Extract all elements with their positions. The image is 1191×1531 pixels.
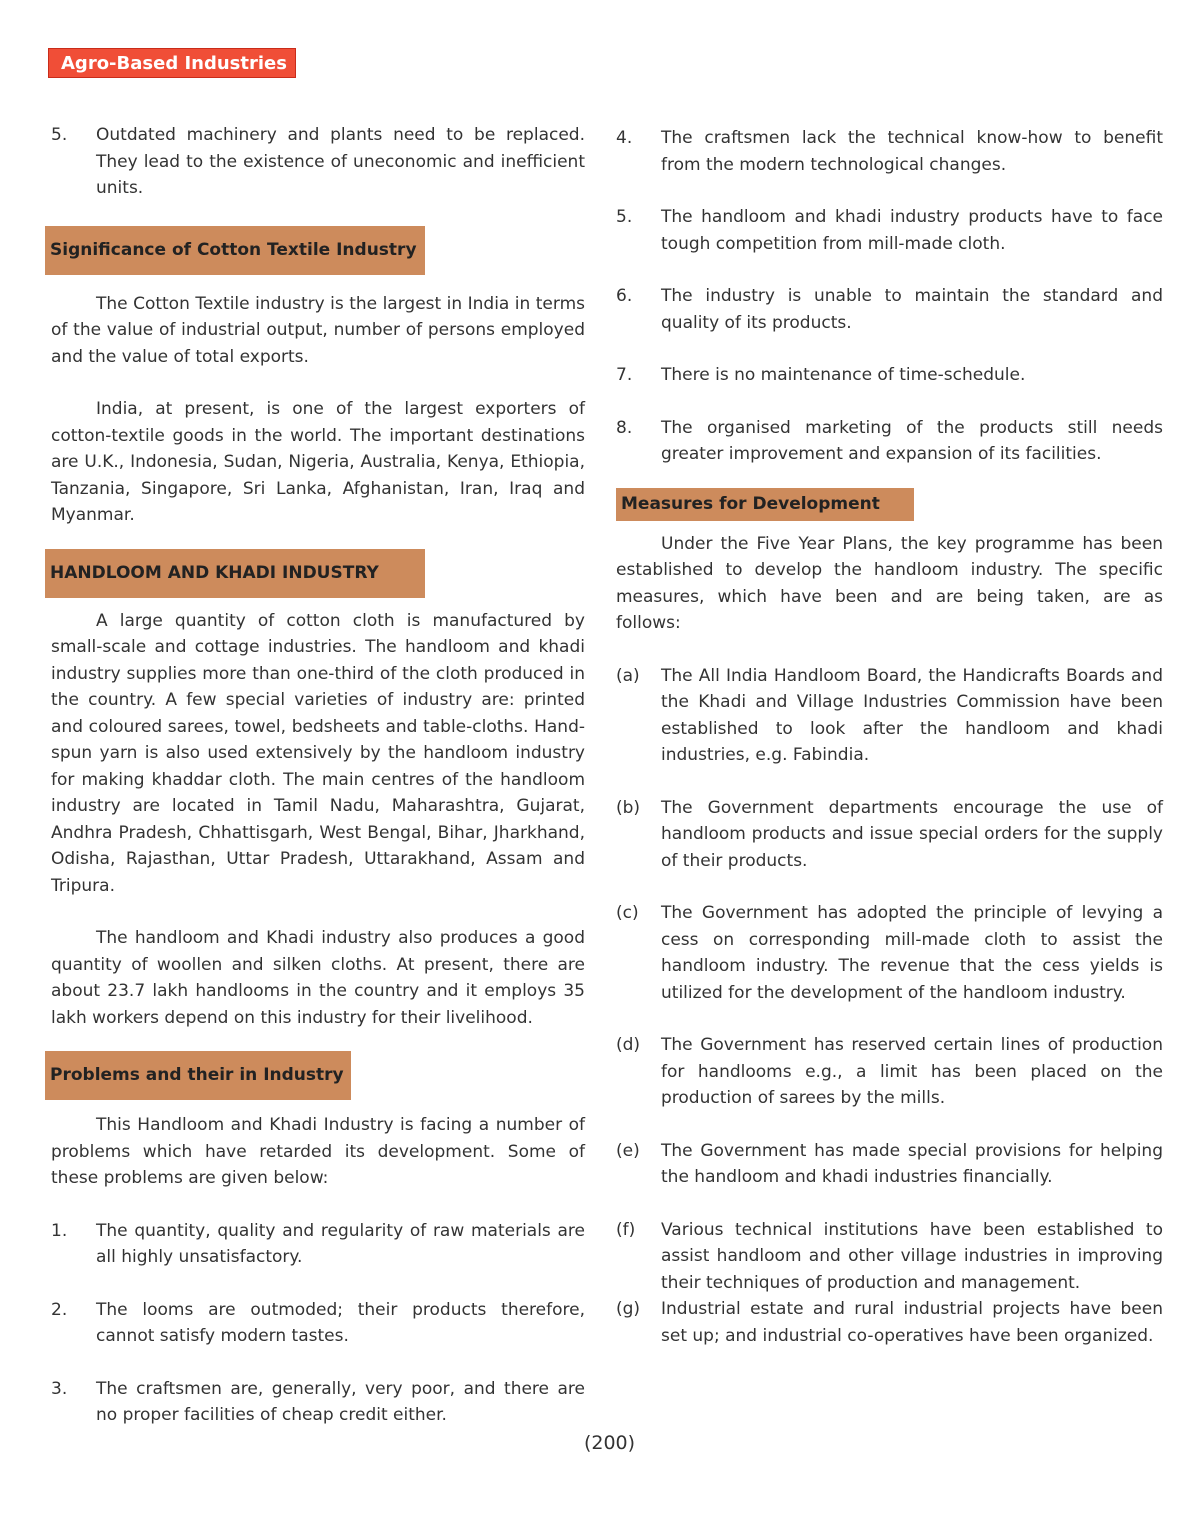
item-text: The All India Handloom Board, the Handicrafts Boards and the Khadi and Village Industries Commission have been established to look after the handloom and khadi industries, e.g. Fabindia. [661, 665, 1163, 765]
item-text: The quantity, quality and regularity of raw materials are all highly unsatisfactory. [96, 1220, 585, 1267]
item-text: The Government has adopted the principle of levying a cess on corresponding mill-made cloth to assist the handloom industry. The revenue that the cess yields is utilized for the development of the handloom industry. [661, 903, 1163, 1003]
item-letter: (c) [616, 903, 639, 923]
list-item [616, 1296, 1163, 1349]
item-text: The craftsmen lack the technical know-how to benefit from the modern technological changes. [661, 128, 1163, 175]
heading-handloom-khadi: HANDLOOM AND KHADI INDUSTRY [45, 549, 425, 598]
section-tag: Agro-Based Industries [48, 48, 296, 78]
item-text: The organised marketing of the products still needs greater improvement and expansion of its facilities. [661, 417, 1163, 464]
item-number: 1. [51, 1220, 68, 1241]
item-letter: (g) [616, 1299, 641, 1319]
item-letter: (a) [616, 665, 640, 686]
list-item [616, 125, 1163, 178]
heading-significance: Significance of Cotton Textile Industry [45, 226, 425, 275]
item-number: 2. [51, 1299, 68, 1320]
item-text: Industrial estate and rural industrial projects have been set up; and industrial co-operatives have been organized. [661, 1299, 1163, 1346]
list-item [616, 283, 1163, 336]
paragraph: This Handloom and Khadi Industry is facing a number of problems which have retarded its development. Some of these problems are given below: [51, 1115, 585, 1188]
item-letter: (d) [616, 1035, 641, 1055]
item-text: The industry is unable to maintain the standard and quality of its products. [661, 286, 1163, 333]
item-letter: (e) [616, 1140, 640, 1161]
item-number: 7. [616, 365, 633, 385]
item-text: The handloom and khadi industry products have to face tough competition from mill-made cloth. [661, 207, 1163, 254]
paragraph: India, at present, is one of the largest exporters of cotton-textile goods in the world. The important destinations are U.K., Indonesia, Sudan, Nigeria, Australia, Kenya, Ethiopia, Tanzania, Singapore, Sri Lanka, Afghanistan, Iran, Iraq and Myanmar. [51, 399, 585, 525]
list-item [616, 1138, 1163, 1191]
item-text: The looms are outmoded; their products therefore, cannot satisfy modern tastes. [96, 1299, 585, 1346]
item-number: 3. [51, 1378, 68, 1399]
heading-measures: Measures for Development [616, 488, 914, 521]
list-item [616, 415, 1163, 468]
list-item [51, 1376, 585, 1429]
item-text: The craftsmen are, generally, very poor, and there are no proper facilities of cheap credit either. [96, 1378, 585, 1425]
item-text: Outdated machinery and plants need to be replaced. They lead to the existence of uneconomic and inefficient units. [96, 125, 585, 198]
item-number: 5. [616, 207, 633, 227]
list-item [616, 663, 1163, 769]
item-number: 6. [616, 286, 633, 306]
paragraph: The handloom and Khadi industry also produces a good quantity of woollen and silken cloths. At present, there are about 23.7 lakh handlooms in the country and it employs 35 lakh workers depend on this industry for their livelihood. [51, 928, 585, 1028]
item-text: Various technical institutions have been established to assist handloom and other village industries in improving their techniques of production and management. [661, 1219, 1163, 1293]
heading-problems: Problems and their in Industry [45, 1051, 351, 1100]
item-text: There is no maintenance of time-schedule. [661, 365, 1026, 385]
list-item [616, 204, 1163, 257]
right-column [616, 125, 1163, 1349]
paragraph: Under the Five Year Plans, the key programme has been established to develop the handloom industry. The specific measures, which have been and are being taken, are as follows: [616, 533, 1163, 633]
paragraph: The Cotton Textile industry is the largest in India in terms of the value of industrial output, number of persons employed and the value of total exports. [51, 293, 585, 367]
list-item [616, 900, 1163, 1006]
paragraph: A large quantity of cotton cloth is manufactured by small-scale and cottage industries. The handloom and khadi industry supplies more than one-third of the cloth produced in the country. A few special varieties of industry are: printed and coloured sarees, towel, bedsheets and table-cloths. Hand-spun yarn is also used extensively by the handloom industry for making khaddar cloth. The main centres of the handloom industry are located in Tamil Nadu, Maharashtra, Gujarat, Andhra Pradesh, Chhattisgarh, West Bengal, Bihar, Jharkhand, Odisha, Rajasthan, Uttar Pradesh, Uttarakhand, Assam and Tripura. [51, 610, 585, 896]
page-number: (200) [583, 1432, 636, 1454]
item-letter: (f) [616, 1219, 636, 1240]
list-item [51, 1297, 585, 1350]
list-item [616, 1217, 1163, 1297]
list-item [616, 795, 1163, 875]
item-text: The Government has made special provisions for helping the handloom and khadi industries financially. [661, 1140, 1163, 1187]
item-letter: (b) [616, 797, 641, 818]
item-text: The Government departments encourage the use of handloom products and issue special orders for the supply of their products. [661, 797, 1163, 871]
left-column [51, 122, 585, 1429]
item-text: The Government has reserved certain lines of production for handlooms e.g., a limit has been placed on the production of sarees by the mills. [661, 1035, 1163, 1108]
list-item [51, 122, 585, 202]
list-item [616, 1032, 1163, 1112]
list-item [616, 362, 1163, 389]
list-item [51, 1218, 585, 1271]
item-number: 5. [51, 125, 68, 145]
item-number: 4. [616, 128, 633, 148]
item-number: 8. [616, 417, 633, 438]
